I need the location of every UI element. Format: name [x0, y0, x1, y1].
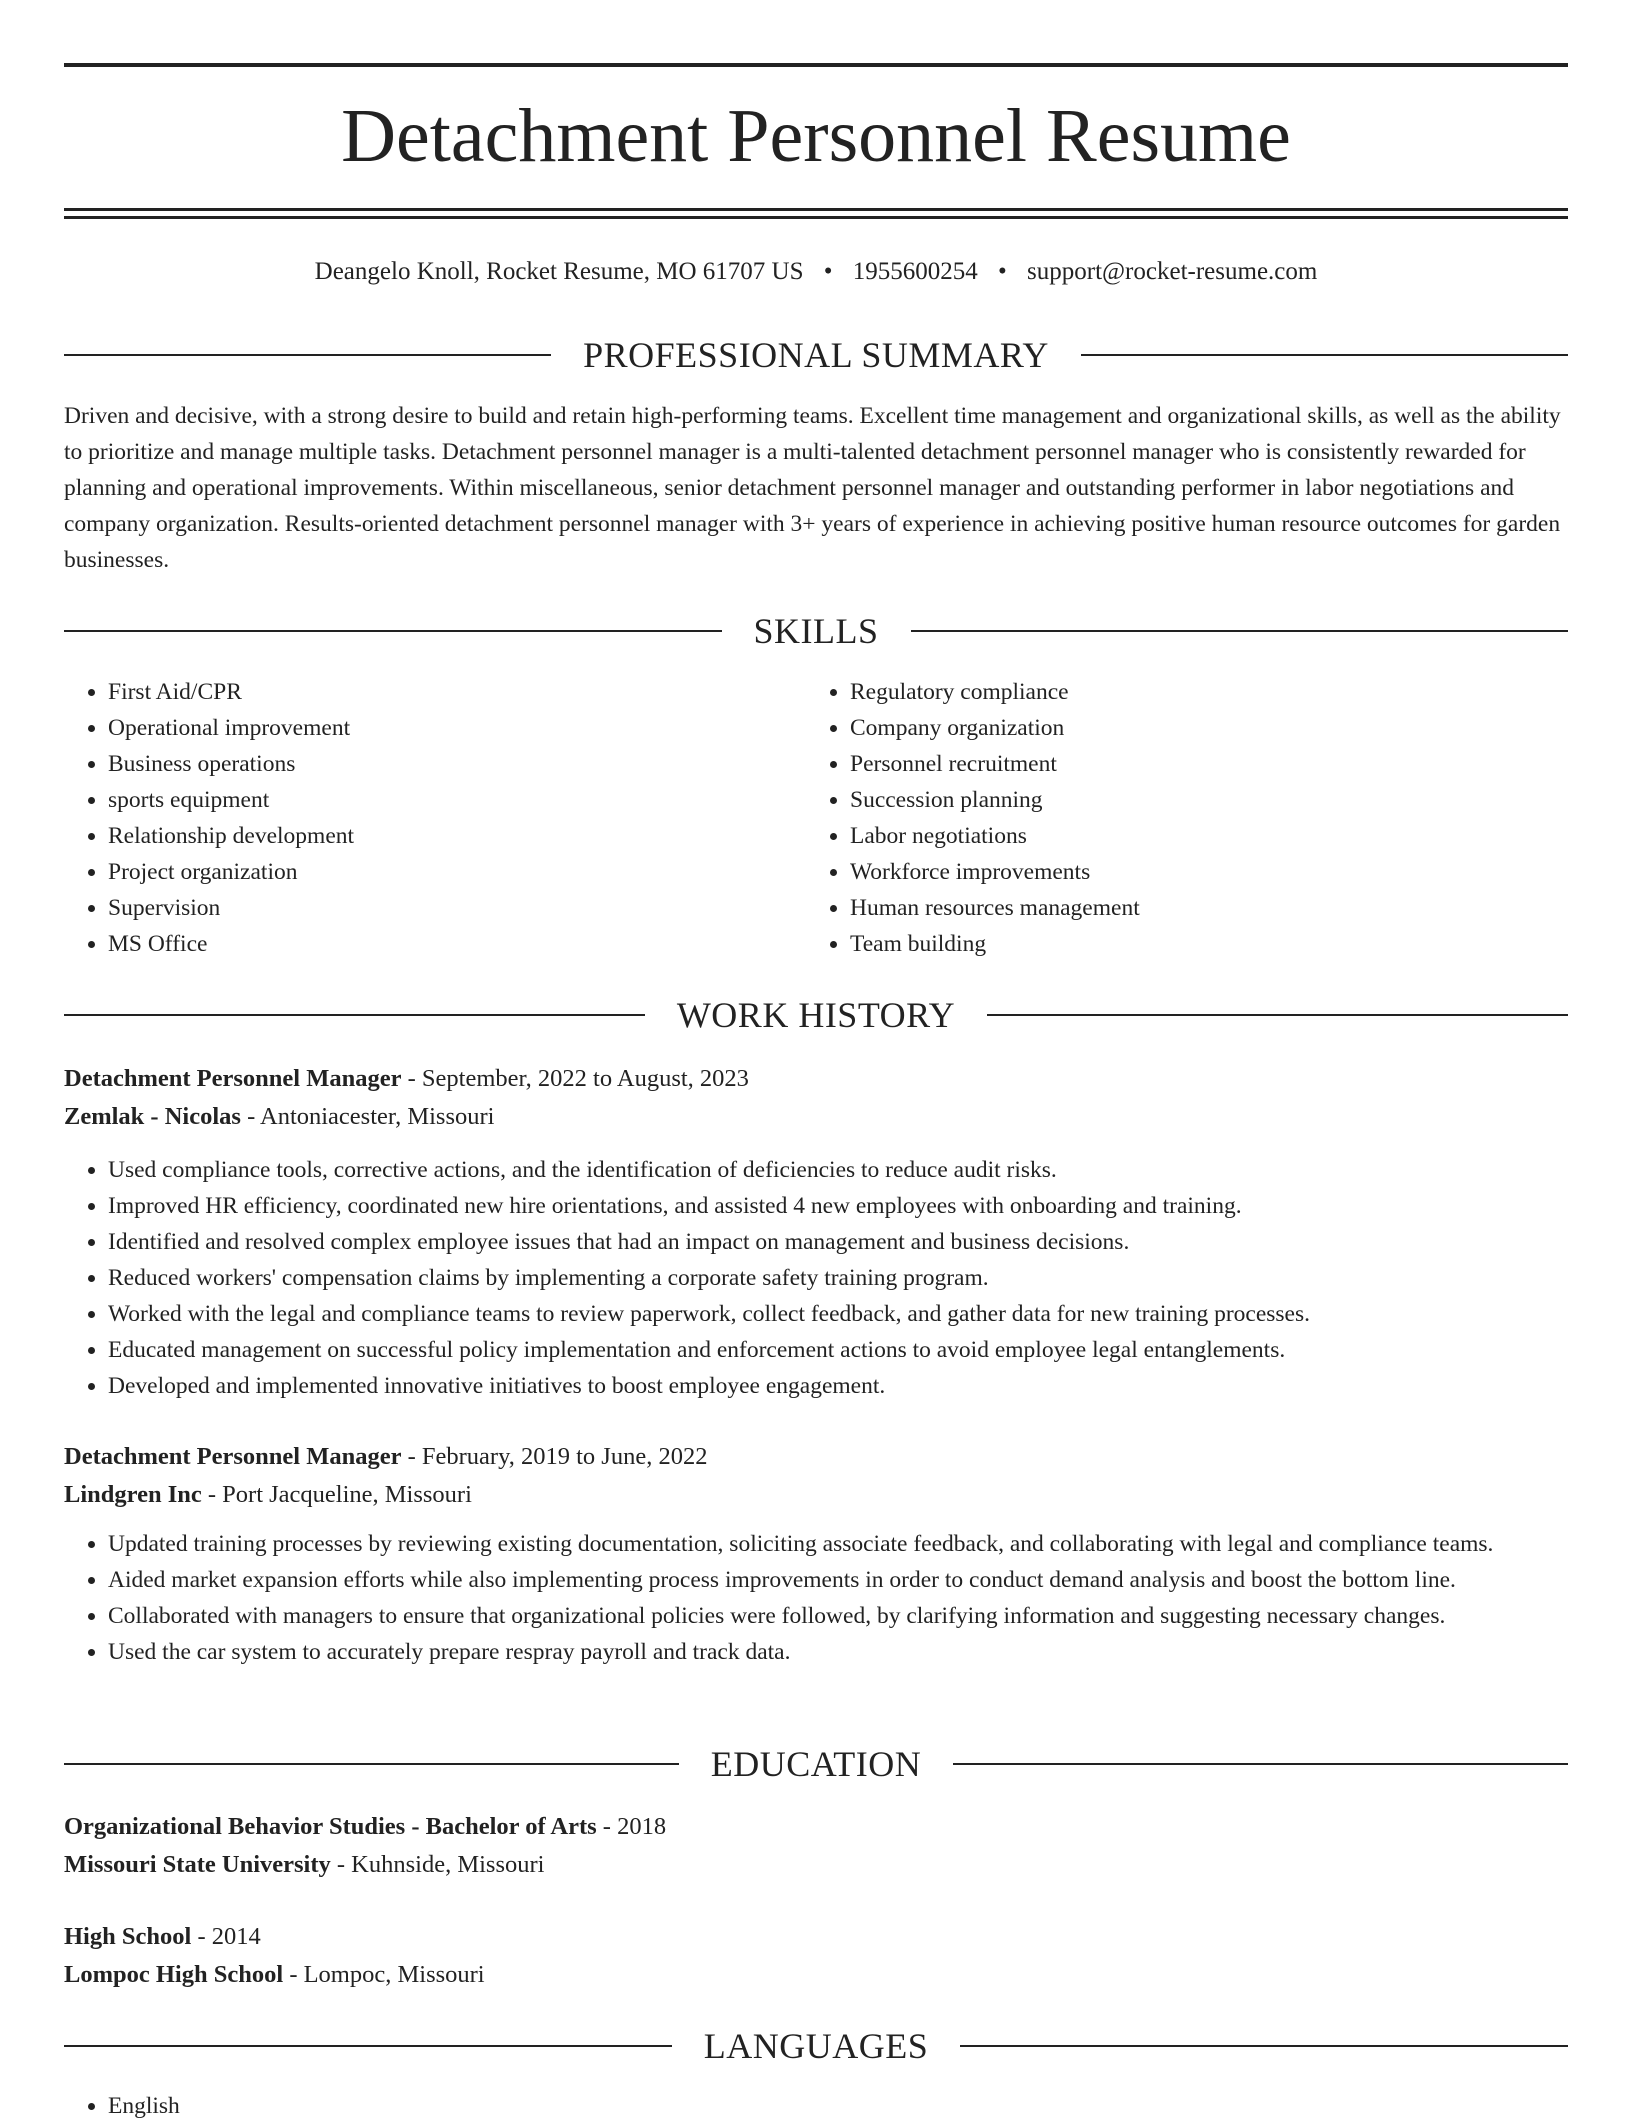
job-company-line — [64, 1476, 1568, 1514]
job-title: Detachment Personnel Manager — [64, 1065, 402, 1092]
divider — [64, 1014, 645, 1016]
school-line — [64, 1846, 1568, 1884]
school: Missouri State University — [64, 1851, 331, 1878]
contact-separator: • — [823, 258, 833, 285]
title-rule-upper — [64, 208, 1568, 211]
divider — [64, 630, 722, 632]
skill-item: • Workforce improvements — [850, 854, 1548, 890]
job-location: - Port Jacqueline, Missouri — [201, 1481, 472, 1508]
job-bullet: • Used the car system to accurately prepare respray payroll and track data. — [108, 1634, 1568, 1670]
top-rule — [64, 63, 1568, 67]
section-header-work — [64, 993, 1568, 1037]
school: Lompoc High School — [64, 1961, 284, 1988]
job-company: Lindgren Inc — [64, 1481, 202, 1508]
contact-address: Deangelo Knoll, Rocket Resume, MO 61707 US — [314, 258, 804, 285]
job-bullet: • Aided market expansion efforts while also implementing process improvements in order to conduct demand analysis and boost the bottom line. — [108, 1562, 1568, 1598]
divider — [64, 1763, 679, 1765]
degree-line — [64, 1918, 1568, 1956]
section-header-education — [64, 1742, 1568, 1786]
job-bullet: • Educated management on successful policy implementation and enforcement actions to avoid employee legal entanglements. — [108, 1332, 1568, 1368]
job-bullet: • Improved HR efficiency, coordinated new hire orientations, and assisted 4 new employees with onboarding and training. — [108, 1188, 1568, 1224]
languages-list — [64, 2088, 1568, 2124]
job-company-line — [64, 1098, 1568, 1136]
section-header-skills — [64, 609, 1568, 653]
skill-item: • Team building — [850, 926, 1548, 962]
skill-item: • Company organization — [850, 710, 1548, 746]
section-title: LANGUAGES — [703, 2026, 929, 2066]
school-location: - Kuhnside, Missouri — [330, 1851, 545, 1878]
job-bullet: • Updated training processes by reviewing existing documentation, soliciting associate feedback, and collaborating with legal and compliance teams. — [108, 1526, 1568, 1562]
skill-item: • First Aid/CPR — [108, 674, 806, 710]
section-header-summary — [64, 333, 1568, 377]
job-entry — [64, 1060, 1568, 1404]
job-bullet: • Developed and implemented innovative initiatives to boost employee engagement. — [108, 1368, 1568, 1404]
education-entry — [64, 1918, 1568, 1994]
contact-phone: 1955600254 — [852, 258, 978, 285]
job-dates: - February, 2019 to June, 2022 — [401, 1443, 708, 1470]
job-bullet: • Reduced workers' compensation claims by implementing a corporate safety training program. — [108, 1260, 1568, 1296]
job-location: - Antoniacester, Missouri — [240, 1103, 495, 1130]
skill-item: • Relationship development — [108, 818, 806, 854]
job-bullets — [64, 1152, 1568, 1404]
job-entry — [64, 1438, 1568, 1670]
skill-item: • Supervision — [108, 890, 806, 926]
education-entry — [64, 1808, 1568, 1884]
skill-item: • Project organization — [108, 854, 806, 890]
education-year: - 2014 — [191, 1923, 261, 1950]
skills-list — [64, 674, 1568, 962]
divider — [987, 1014, 1568, 1016]
skill-item: • Labor negotiations — [850, 818, 1548, 854]
job-title-line — [64, 1438, 1568, 1476]
skill-item: • Personnel recruitment — [850, 746, 1548, 782]
skill-item: • sports equipment — [108, 782, 806, 818]
job-dates: - September, 2022 to August, 2023 — [401, 1065, 749, 1092]
divider — [1081, 354, 1568, 356]
section-title: SKILLS — [753, 611, 879, 651]
contact-line — [64, 254, 1568, 290]
resume-title: Detachment Personnel Resume — [341, 94, 1291, 178]
summary-text: Driven and decisive, with a strong desire to build and retain high-performing teams. Excellent time management and organizational skills, as well as the ability to prioritize and manage multiple tasks. Detachment personnel manager is a multi-talented detachment personnel manager who is consistently rewarded for planning and operational improvements. Within miscellaneous, senior detachment personnel manager and outstanding performer in labor negotiations and company organization. Results-oriented detachment personnel manager with 3+ years of experience in achieving positive human resource outcomes for garden businesses. — [64, 403, 1561, 573]
section-title: WORK HISTORY — [676, 995, 956, 1035]
job-bullets — [64, 1526, 1568, 1670]
section-title: PROFESSIONAL SUMMARY — [583, 335, 1049, 375]
skill-item: • Human resources management — [850, 890, 1548, 926]
skill-item: • Regulatory compliance — [850, 674, 1548, 710]
job-title: Detachment Personnel Manager — [64, 1443, 402, 1470]
education-year: - 2018 — [596, 1813, 667, 1840]
divider — [960, 2045, 1568, 2047]
job-title-line — [64, 1060, 1568, 1098]
divider — [64, 2045, 672, 2047]
skill-item: • Business operations — [108, 746, 806, 782]
section-title: EDUCATION — [710, 1744, 922, 1784]
contact-email: support@rocket-resume.com — [1027, 258, 1318, 285]
job-company: Zemlak - Nicolas — [64, 1103, 241, 1130]
divider — [953, 1763, 1568, 1765]
degree-line — [64, 1808, 1568, 1846]
skill-item: • Succession planning — [850, 782, 1548, 818]
job-bullet: • Worked with the legal and compliance teams to review paperwork, collect feedback, and gather data for new training processes. — [108, 1296, 1568, 1332]
divider — [64, 354, 551, 356]
skill-item: • Operational improvement — [108, 710, 806, 746]
degree: Organizational Behavior Studies - Bachelor of Arts — [64, 1813, 597, 1840]
language-item: • English — [108, 2088, 1568, 2124]
skill-item: • MS Office — [108, 926, 806, 962]
job-bullet: • Identified and resolved complex employee issues that had an impact on management and business decisions. — [108, 1224, 1568, 1260]
divider — [911, 630, 1569, 632]
job-bullet: • Used compliance tools, corrective actions, and the identification of deficiencies to reduce audit risks. — [108, 1152, 1568, 1188]
school-line — [64, 1956, 1568, 1994]
section-header-languages — [64, 2024, 1568, 2068]
title-rule-lower — [64, 216, 1568, 219]
job-bullet: • Collaborated with managers to ensure that organizational policies were followed, by clarifying information and suggesting necessary changes. — [108, 1598, 1568, 1634]
contact-separator: • — [998, 258, 1007, 285]
school-location: - Lompoc, Missouri — [283, 1961, 485, 1988]
degree: High School — [64, 1923, 192, 1950]
skills-column-right — [806, 674, 1548, 962]
skills-column-left — [64, 674, 806, 962]
